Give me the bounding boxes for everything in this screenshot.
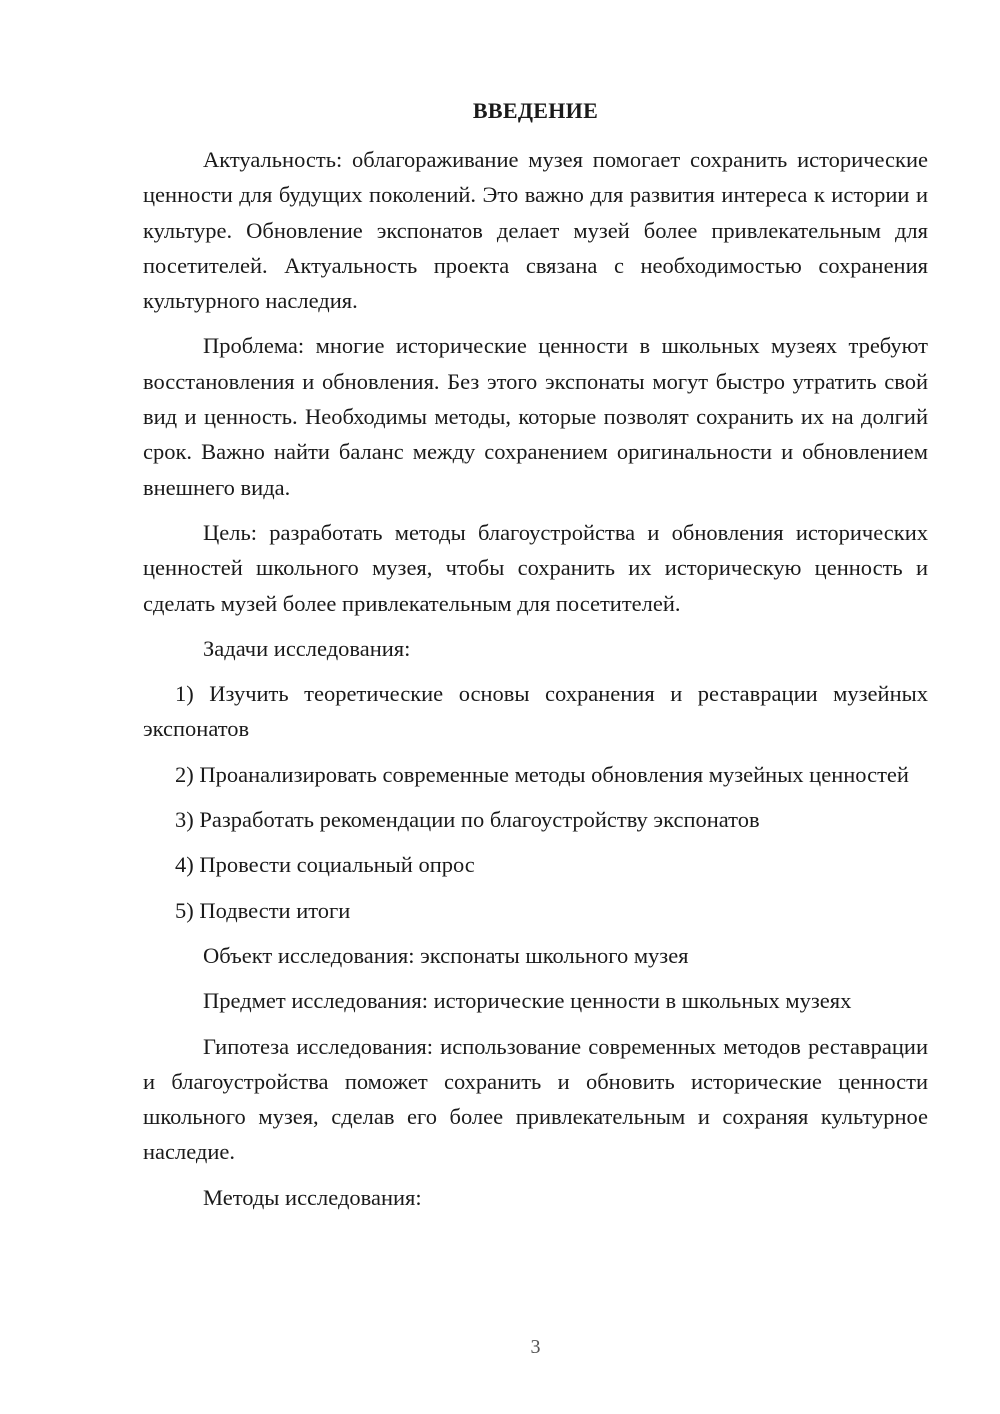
task-item-4: 4) Провести социальный опрос — [175, 852, 475, 878]
paragraph-hypothesis: Гипотеза исследования: использование современных методов реставрации и благоустройства поможет сохранить и обновить исторические ценности школьного музея, сделав его более привлекательным и сохраняя культурное наследие. — [143, 1033, 928, 1165]
paragraph-tasks-heading: Задачи исследования: — [203, 635, 411, 661]
task-item-5: 5) Подвести итоги — [175, 897, 351, 923]
paragraph-goal: Цель: разработать методы благоустройства и обновления исторических ценностей школьного музея, чтобы сохранить их историческую ценность и сделать музей более привлекательным для посетителей. — [143, 519, 928, 616]
page-number: 3 — [530, 1336, 541, 1358]
paragraph-subject: Предмет исследования: исторические ценности в школьных музеях — [203, 988, 852, 1014]
task-item-3: 3) Разработать рекомендации по благоустройству экспонатов — [175, 807, 760, 833]
section-title: ВВЕДЕНИЕ — [472, 98, 599, 123]
paragraph-methods-heading: Методы исследования: — [203, 1184, 422, 1210]
task-item-1: 1) Изучить теоретические основы сохранения и реставрации музейных экспонатов — [143, 681, 928, 742]
paragraph-object: Объект исследования: экспонаты школьного музея — [203, 942, 689, 968]
document-page — [143, 0, 928, 1414]
paragraph-problem: Проблема: многие исторические ценности в школьных музеях требуют восстановления и обновления. Без этого экспонаты могут быстро утратить свой вид и ценность. Необходимы методы, которые позволят сохранить их на долгий срок. Важно найти баланс между сохранением оригинальности и обновлением внешнего вида. — [143, 333, 928, 500]
task-item-2: 2) Проанализировать современные методы обновления музейных ценностей — [175, 761, 909, 787]
document-body — [143, 142, 928, 1215]
paragraph-relevance: Актуальность: облагораживание музея помогает сохранить исторические ценности для будущих поколений. Это важно для развития интереса к истории и культуре. Обновление экспонатов делает музей более привлекательным для посетителей. Актуальность проекта связана с необходимостью сохранения культурного наследия. — [143, 147, 928, 314]
